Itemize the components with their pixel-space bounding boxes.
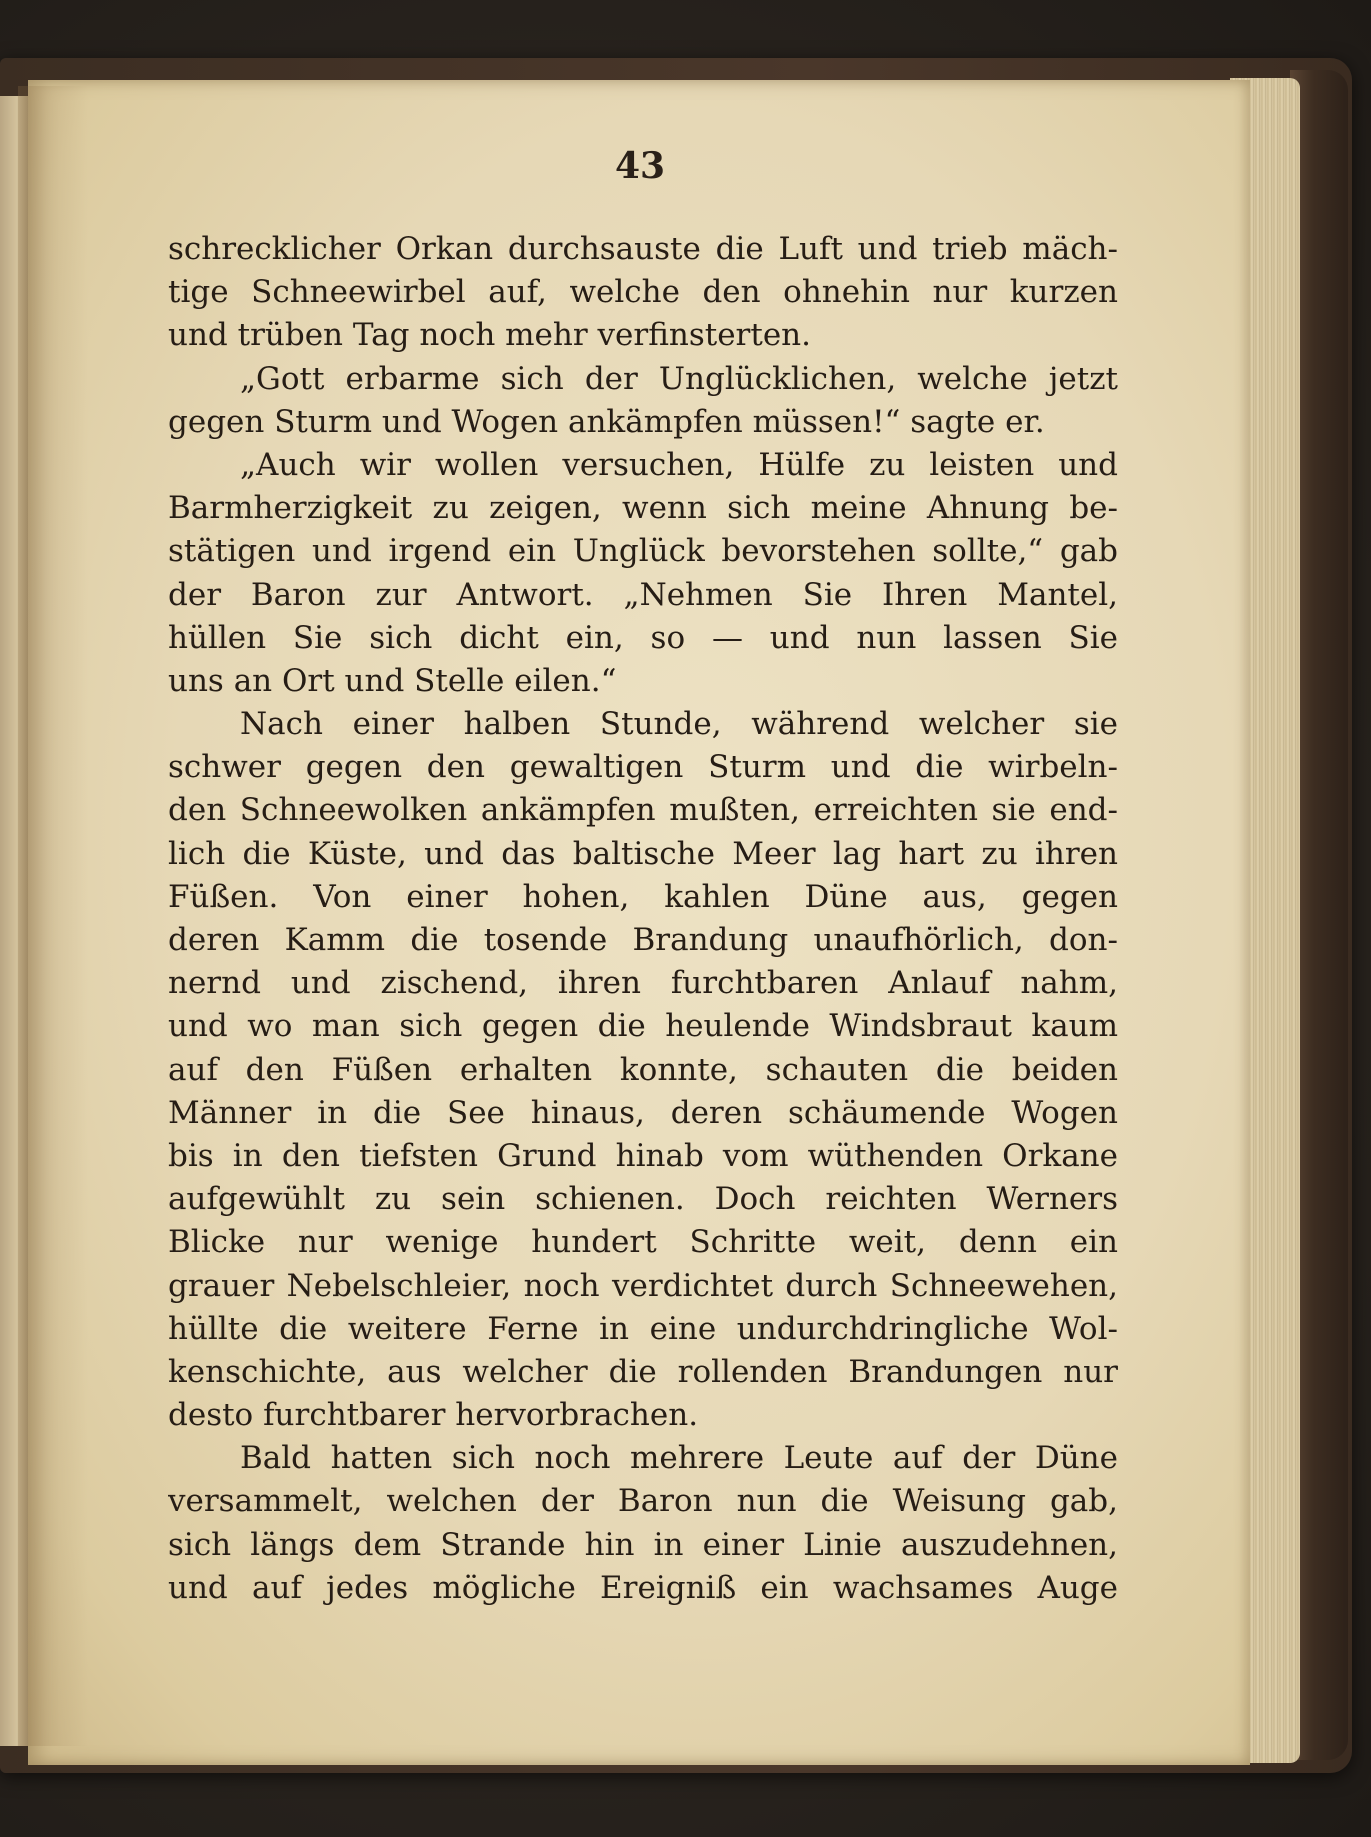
text-line: Bald hatten sich noch mehrere Leute auf der Düne [240, 1440, 1118, 1477]
text-line: auf den Füßen erhalten konnte, schauten die beiden [168, 1051, 1118, 1088]
text-line: hüllen Sie sich dicht ein, so — und nun lassen Sie [168, 619, 1118, 656]
body-text [168, 228, 1118, 1610]
text-line: „Auch wir wollen versuchen, Hülfe zu leisten und [240, 446, 1118, 483]
text-line: aufgewühlt zu sein schienen. Doch reichten Werners [168, 1181, 1118, 1218]
text-line: sich längs dem Strande hin in einer Linie auszudehnen, [168, 1526, 1118, 1563]
text-line: gegen Sturm und Wogen ankämpfen müssen!“ sagte er. [168, 403, 1045, 440]
text-line: Füßen. Von einer hohen, kahlen Düne aus, gegen [168, 878, 1118, 915]
text-line: kenschichte, aus welcher die rollenden Brandungen nur [168, 1353, 1118, 1390]
page-number: 43 [614, 145, 666, 187]
text-line: lich die Küste, und das baltische Meer lag hart zu ihren [168, 835, 1118, 872]
text-line: deren Kamm die tosende Brandung unaufhörlich, don- [168, 922, 1118, 958]
text-line: schwer gegen den gewaltigen Sturm und die wirbeln- [168, 749, 1118, 786]
text-line: und wo man sich gegen die heulende Windsbraut kaum [168, 1008, 1118, 1045]
text-line: versammelt, welchen der Baron nun die Weisung gab, [168, 1483, 1118, 1520]
text-line: Blicke nur wenige hundert Schritte weit, denn ein [168, 1224, 1118, 1261]
text-line: grauer Nebelschleier, noch verdichtet durch Schneewehen, [168, 1267, 1118, 1304]
gutter-shadow [18, 86, 88, 1746]
text-line: uns an Ort und Stelle eilen.“ [168, 662, 617, 699]
text-line: stätigen und irgend ein Unglück bevorstehen sollte,“ gab [168, 533, 1118, 570]
text-line: Männer in die See hinaus, deren schäumende Wogen [168, 1094, 1118, 1131]
text-line: hüllte die weitere Ferne in eine undurchdringliche Wol- [168, 1310, 1118, 1347]
text-line: der Baron zur Antwort. „Nehmen Sie Ihren Mantel, [168, 576, 1118, 613]
text-line: nernd und zischend, ihren furchtbaren Anlauf nahm, [168, 965, 1118, 1002]
text-line: „Gott erbarme sich der Unglücklichen, welche jetzt [240, 360, 1118, 397]
text-line: schrecklicher Orkan durchsauste die Luft und trieb mäch- [168, 231, 1118, 267]
text-line: den Schneewolken ankämpfen mußten, erreichten sie end- [168, 792, 1118, 829]
text-line: bis in den tiefsten Grund hinab vom wüthenden Orkane [168, 1137, 1118, 1174]
text-line: und trüben Tag noch mehr verfinsterten. [168, 317, 811, 354]
text-line: tige Schneewirbel auf, welche den ohnehin nur kurzen [168, 274, 1118, 311]
text-line: desto furchtbarer hervorbrachen. [168, 1397, 699, 1434]
text-line: Barmherzigkeit zu zeigen, wenn sich meine Ahnung be- [168, 490, 1118, 527]
text-line: und auf jedes mögliche Ereigniß ein wachsames Auge [168, 1569, 1118, 1606]
text-line: Nach einer halben Stunde, während welcher sie [240, 706, 1118, 743]
